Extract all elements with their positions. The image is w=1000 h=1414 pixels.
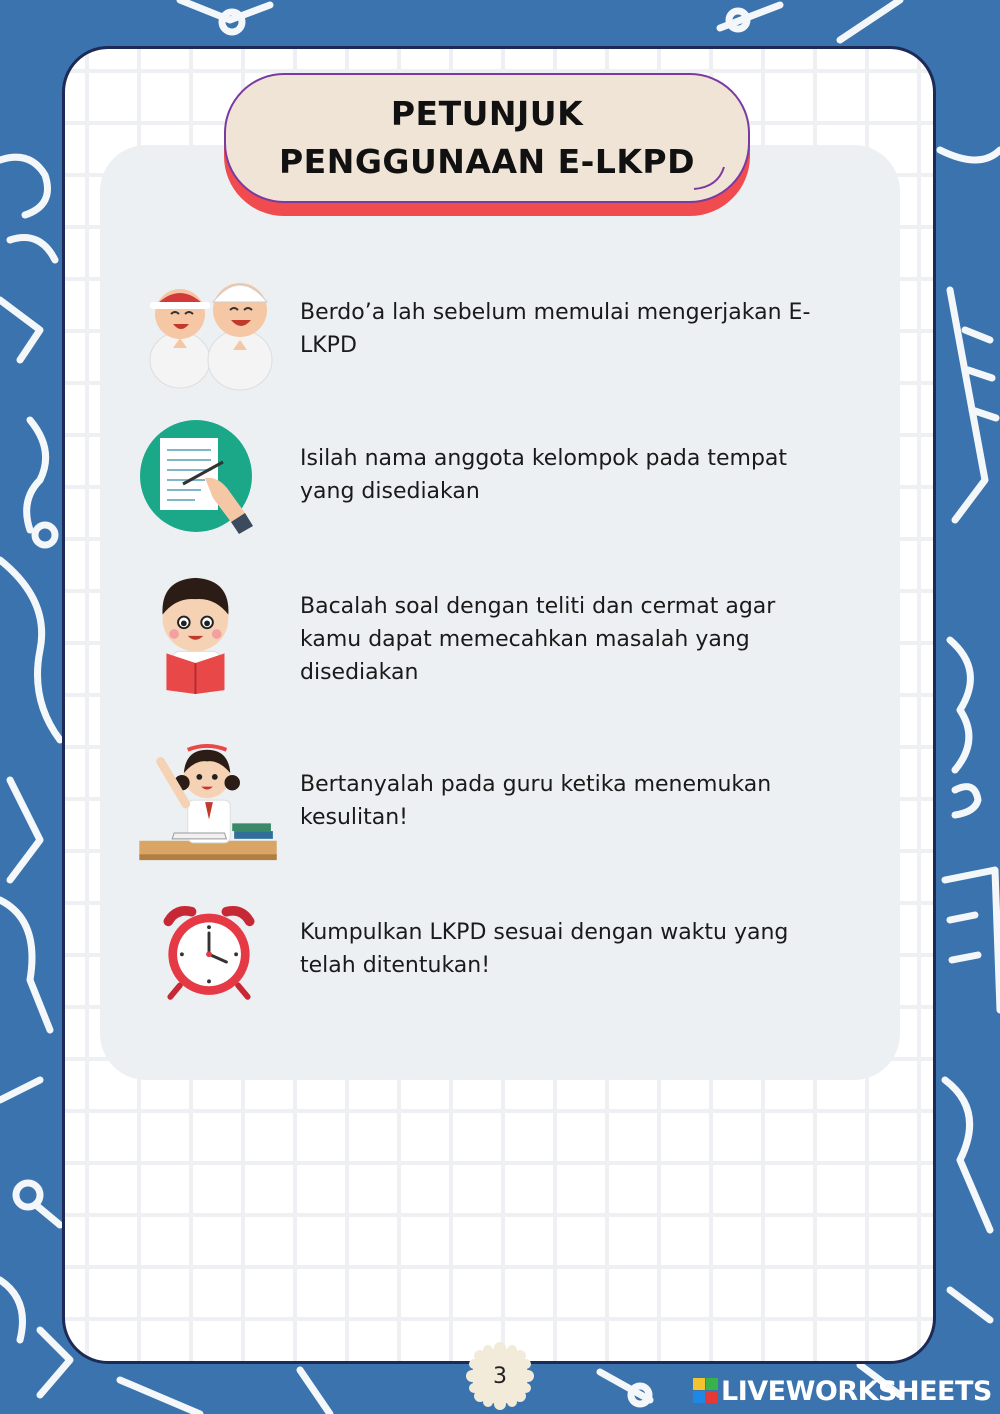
instruction-text: Bertanyalah pada guru ketika menemukan kesulitan!: [300, 772, 772, 830]
page-number: 3: [493, 1363, 507, 1389]
page-number-badge: [466, 1342, 534, 1410]
instruction-text: Berdo’a lah sebelum memulai mengerjakan E-LKPD: [300, 300, 811, 358]
brand-text: LIVEWORKSHEETS: [721, 1375, 992, 1407]
liveworksheets-watermark: [693, 1374, 992, 1408]
writing-paper-icon: [135, 418, 283, 538]
praying-children-icon: [135, 272, 283, 392]
instruction-text: Kumpulkan LKPD sesuai dengan waktu yang telah ditentukan!: [300, 920, 789, 978]
instruction-text: Isilah nama anggota kelompok pada tempat yang disediakan: [300, 446, 788, 504]
liveworksheets-logo-icon: [693, 1378, 719, 1404]
girl-raising-hand-icon: [135, 744, 283, 864]
page-title-line-1: PETUNJUK: [390, 94, 584, 133]
title-banner: [224, 73, 750, 203]
alarm-clock-icon: [135, 902, 283, 1022]
banner-curl-decoration: [690, 163, 730, 193]
instruction-text: Bacalah soal dengan teliti dan cermat agar kamu dapat memecahkan masalah yang disediakan: [300, 594, 776, 685]
page-title-line-2: PENGGUNAAN E-LKPD: [278, 142, 696, 181]
boy-reading-book-icon: [135, 574, 283, 694]
